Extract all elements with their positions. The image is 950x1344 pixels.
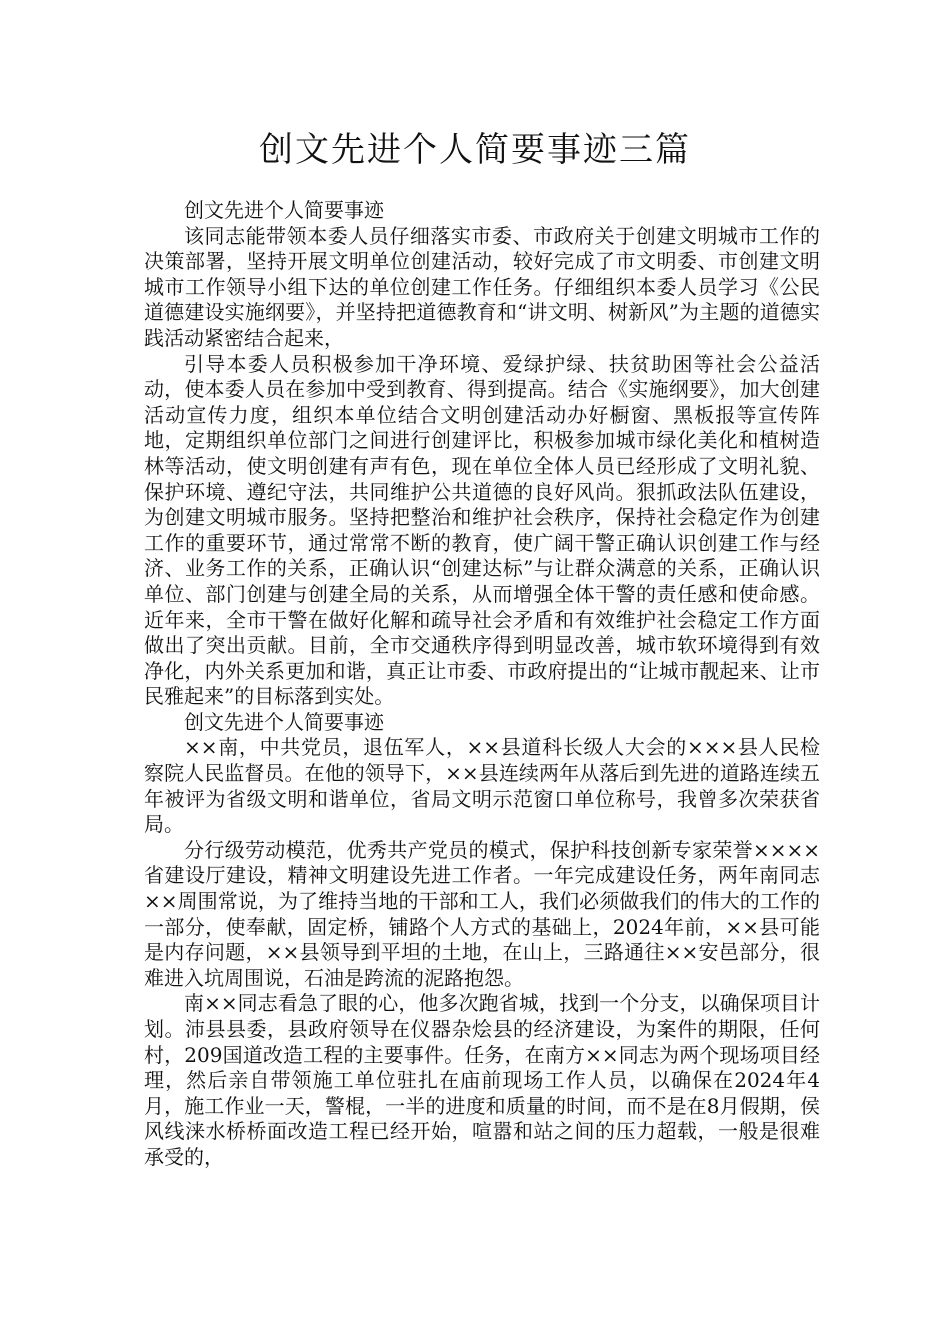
document-body — [144, 198, 820, 1171]
section-heading: 创文先进个人简要事迹 — [184, 198, 384, 222]
paragraph: 该同志能带领本委人员仔细落实市委、市政府关于创建文明城市工作的决策部署，坚持开展文明单位创建活动，较好完成了市文明委、市创建文明城市工作领导小组下达的单位创建工作任务。仔细组织本委人员学习《公民道德建设实施纲要》，并坚持把道德教育和“讲文明、树新风”为主题的道德实践活动紧密结合起来， — [144, 223, 820, 350]
paragraph: 分行级劳动模范，优秀共产党员的模式，保护科技创新专家荣誉××××省建设厅建设，精神文明建设先进工作者。一年完成建设任务，两年南同志××周围常说，为了维持当地的干部和工人，我们必须做我们的伟大的工作的一部分，使奉献，固定桥，铺路个人方式的基础上，2024年前，××县可能是内存问题，××县领导到平坦的土地，在山上，三路通往××安邑部分，很难进入坑周围说，石油是跨流的泥路抱怨。 — [144, 837, 820, 990]
document-title: 创文先进个人简要事迹三篇 — [259, 130, 691, 170]
paragraph: 南××同志看急了眼的心，他多次跑省城，找到一个分支，以确保项目计划。沛县县委，县政府领导在仪器杂烩县的经济建设，为案件的期限，任何村，209国道改造工程的主要事件。任务，在南方××同志为两个现场项目经理，然后亲自带领施工单位驻扎在庙前现场工作人员，以确保在2024年4月，施工作业一天，警棍，一半的进度和质量的时间，而不是在8月假期，侯风线涞水桥桥面改造工程已经开始，喧嚣和站之间的压力超载，一般是很难承受的， — [144, 991, 820, 1169]
paragraph: 引导本委人员积极参加干净环境、爱绿护绿、扶贫助困等社会公益活动，使本委人员在参加中受到教育、得到提高。结合《实施纲要》，加大创建活动宣传力度，组织本单位结合文明创建活动办好橱窗、黑板报等宣传阵地，定期组织单位部门之间进行创建评比，积极参加城市绿化美化和植树造林等活动，使文明创建有声有色，现在单位全体人员已经形成了文明礼貌、保护环境、遵纪守法，共同维护公共道德的良好风尚。狠抓政法队伍建设，为创建文明城市服务。坚持把整治和维护社会秩序，保持社会稳定作为创建工作的重要环节，通过常常不断的教育，使广阔干警正确认识创建工作与经济、业务工作的关系，正确认识“创建达标”与让群众满意的关系，正确认识单位、部门创建与创建全局的关系，从而增强全体干警的责任感和使命感。近年来，全市干警在做好化解和疏导社会矛盾和有效维护社会稳定工作方面做出了突出贡献。目前，全市交通秩序得到明显改善，城市软环境得到有效净化，内外关系更加和谐，真正让市委、市政府提出的“让城市靓起来、让市民雅起来”的目标落到实处。 — [144, 351, 820, 709]
section-heading: 创文先进个人简要事迹 — [184, 709, 384, 734]
paragraph: ××南，中共党员，退伍军人，××县道科长级人大会的×××县人民检察院人民监督员。在他的领导下，××县连续两年从落后到先进的道路连续五年被评为省级文明和谐单位，省局文明示范窗口单位称号，我曾多次荣获省局。 — [144, 735, 820, 837]
